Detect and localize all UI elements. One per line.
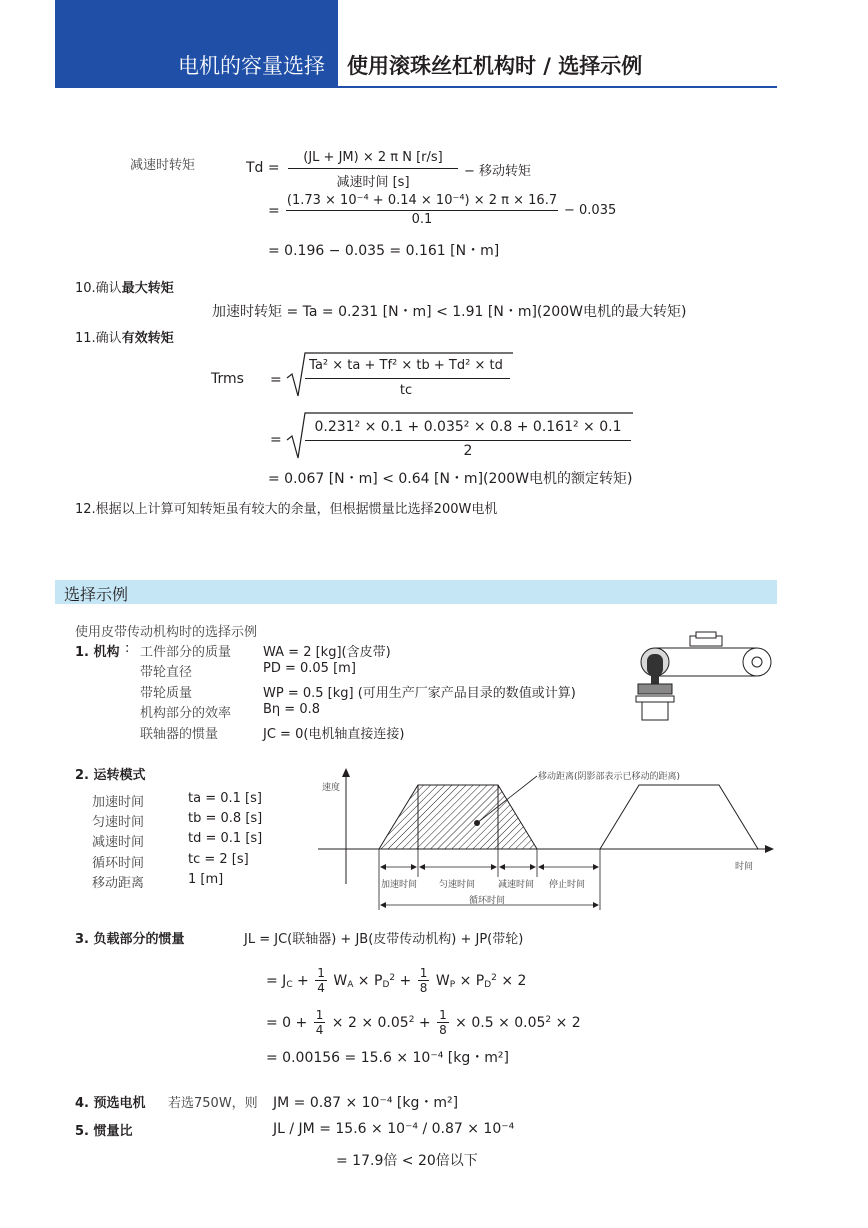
belt-drive-illustration [630, 628, 780, 728]
section-title: 选择示例 [64, 585, 129, 604]
op-name-4: 移动距离 [92, 876, 145, 891]
chart-seg-stop: 停止时间 [549, 880, 586, 890]
op-name-2: 减速时间 [92, 835, 145, 850]
op-value-3: tc = 2 [s] [188, 852, 249, 867]
decel-eq2: = [268, 203, 280, 219]
op-value-4: 1 [m] [188, 872, 224, 887]
step5-eq1: JL / JM = 15.6 × 10⁻⁴ / 0.87 × 10⁻⁴ [273, 1121, 515, 1137]
step12-text: 12.根据以上计算可知转矩虽有较大的余量，但根据惯量比选择200W电机 [75, 502, 498, 517]
mech-value-2: WP = 0.5 [kg] (可用生产厂家产品目录的数值或计算) [263, 686, 576, 701]
header-category: 电机的容量选择 [178, 54, 325, 78]
operation-label: 2. 运转模式 [75, 768, 146, 783]
load-inertia-line3: = 0 + 1 $4 \times 2 \times 0.05^2 + 1$ $8 \times 0.5 \times 0.05^2 \times 2$ [266, 1008, 581, 1037]
decel-fraction-bar-2 [286, 210, 558, 211]
chart-seg-accel: 加速时间 [381, 880, 418, 890]
decel-den1: 减速时间 [s] [336, 175, 410, 190]
decel-label: 减速时转矩 [130, 158, 196, 173]
op-value-1: tb = 0.8 [s] [188, 811, 263, 826]
decel-den2: 0.1 [411, 212, 433, 227]
mech-value-4: JC = 0(电机轴直接连接) [263, 727, 405, 742]
trms-den2: 2 [463, 443, 473, 459]
decel-fraction-bar [288, 168, 458, 169]
decel-tail1: − 移动转矩 [464, 164, 532, 179]
page-title: 使用滚珠丝杠机构时 / 选择示例 [347, 54, 643, 78]
trms-num2: 0.231² × 0.1 + 0.035² × 0.8 + 0.161² × 0.1 [314, 419, 622, 435]
step11-title: 11.确认有效转矩 [75, 331, 174, 346]
step4-eq: JM = 0.87 × 10⁻⁴ [kg・m²] [273, 1095, 459, 1111]
trms-fraction-bar-2 [305, 440, 631, 441]
chart-x-label: 时间 [735, 862, 754, 872]
chart-seg-decel: 减速时间 [498, 880, 535, 890]
step5-label: 5. 惯量比 [75, 1124, 133, 1139]
op-name-3: 循环时间 [92, 856, 145, 871]
mech-value-3: Bη = 0.8 [263, 702, 320, 717]
load-inertia-label: 3. 负载部分的惯量 [75, 932, 185, 947]
mech-value-1: PD = 0.05 [m] [263, 661, 356, 676]
chart-seg-const: 匀速时间 [439, 880, 476, 890]
chart-note: 移动距离(阴影部表示已移动的距离) [538, 772, 681, 782]
load-inertia-line2: = $J_C + 1$ 4 $W_A \times P_D^2 + 1$ 8 $W_P \times P_D^2 \times 2$ [266, 966, 527, 995]
chart-cycle: 循环时间 [469, 896, 506, 906]
step4-label: 4. 预选电机 [75, 1096, 146, 1111]
mech-name-0: 工件部分的质量 [140, 645, 232, 660]
mechanism-colon: : [125, 641, 130, 656]
mech-name-3: 机构部分的效率 [140, 706, 232, 721]
mech-name-1: 带轮直径 [140, 665, 193, 680]
trms-eq2: = [270, 432, 282, 448]
chart-y-label: 速度 [322, 783, 341, 793]
trms-eq1: = [270, 372, 282, 388]
step5-eq2: = 17.9倍 < 20倍以下 [336, 1153, 478, 1169]
decel-tail2: − 0.035 [564, 203, 617, 218]
trms-den1: tc [399, 383, 413, 398]
trms-result: = 0.067 [N・m] < 0.64 [N・m](200W电机的额定转矩) [268, 471, 633, 487]
header-rule [55, 86, 777, 88]
trms-num1: Ta² × ta + Tf² × tb + Td² × td [309, 358, 503, 373]
speed-profile-diagram [310, 764, 780, 914]
mech-name-2: 带轮质量 [140, 686, 193, 701]
decel-result: = 0.196 − 0.035 = 0.161 [N・m] [268, 243, 500, 259]
mech-value-0: WA = 2 [kg](含皮带) [263, 645, 391, 660]
decel-num1: (JL + JM) × 2 π N [r/s] [303, 150, 443, 165]
section-bar [55, 580, 777, 604]
decel-lhs: Td = [246, 160, 280, 176]
section-intro: 使用皮带传动机构时的选择示例 [75, 625, 258, 640]
trms-lhs: Trms [211, 371, 244, 387]
op-name-0: 加速时间 [92, 795, 145, 810]
op-value-0: ta = 0.1 [s] [188, 791, 262, 806]
step10-line: 加速时转矩 = Ta = 0.231 [N・m] < 1.91 [N・m](200W电机的最大转矩) [212, 304, 687, 320]
trms-fraction-bar-1 [305, 378, 510, 379]
step4-cond: 若选750W，则 [168, 1096, 258, 1111]
mechanism-label: 1. 机构 [75, 645, 120, 660]
op-value-2: td = 0.1 [s] [188, 831, 263, 846]
op-name-1: 匀速时间 [92, 815, 145, 830]
mech-name-4: 联轴器的惯量 [140, 727, 219, 742]
decel-num2: (1.73 × 10⁻⁴ + 0.14 × 10⁻⁴) × 2 π × 16.7 [286, 193, 558, 208]
step10-title: 10.确认最大转矩 [75, 281, 174, 296]
load-inertia-line1: JL = JC(联轴器) + JB(皮带传动机构) + JP(带轮) [244, 932, 524, 947]
load-inertia-result: = 0.00156 = 15.6 × 10⁻⁴ [kg・m²] [266, 1050, 509, 1066]
